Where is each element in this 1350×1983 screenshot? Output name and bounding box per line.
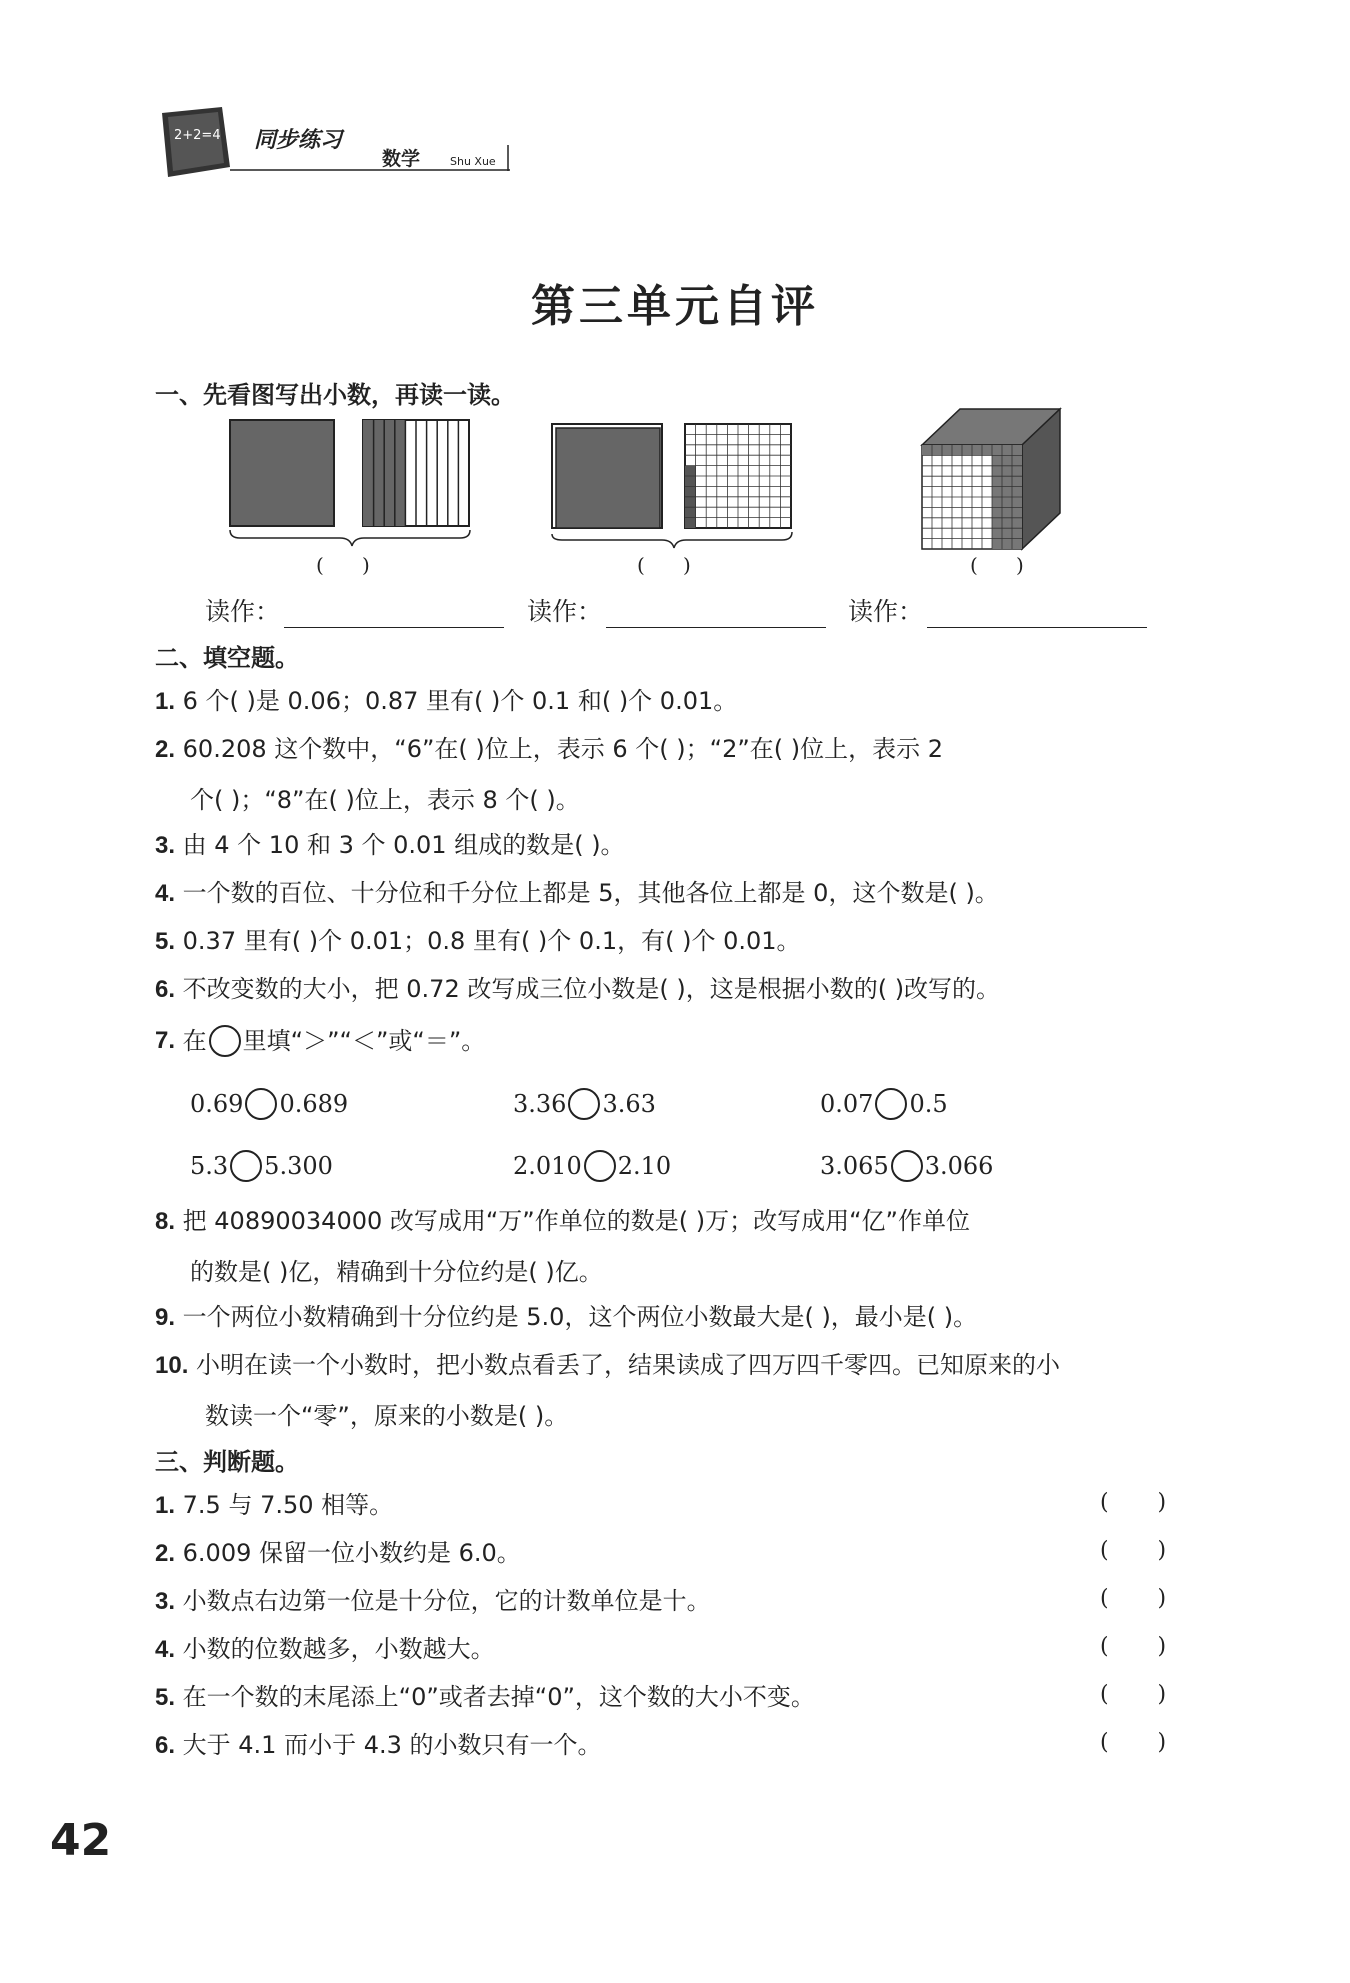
- question-text: 把 40890034000 改写成用“万”作单位的数是( )万；改写成用“亿”作单位: [182, 1207, 970, 1235]
- question-number: 6.: [155, 1732, 176, 1759]
- question-text: 7.5 与 7.50 相等。: [182, 1491, 394, 1519]
- question-number: 3.: [155, 832, 176, 859]
- fill-question-8-cont: 的数是( )亿，精确到十分位约是( )亿。: [190, 1258, 603, 1286]
- question-text: 一个数的百位、十分位和千分位上都是 5，其他各位上都是 0，这个数是( )。: [182, 879, 999, 907]
- compare-left: 5.3: [190, 1152, 229, 1180]
- judge-answer-4[interactable]: ( ): [1100, 1634, 1167, 1659]
- compare-right: 0.5: [909, 1090, 948, 1118]
- compare-item: [820, 1088, 948, 1120]
- fill-question-7: [155, 1024, 485, 1058]
- judge-question-6: [155, 1728, 602, 1763]
- figure-2-read: [527, 592, 826, 628]
- answer-circle[interactable]: [568, 1088, 600, 1120]
- fill-question-10: [155, 1348, 1060, 1383]
- read-label: 读作：: [527, 597, 603, 626]
- answer-circle[interactable]: [875, 1088, 907, 1120]
- question-number: 2.: [155, 736, 176, 763]
- figure-3-answer[interactable]: ( ): [970, 553, 1024, 577]
- figure-1-answer[interactable]: ( ): [316, 553, 370, 577]
- judge-answer-6[interactable]: ( ): [1100, 1730, 1167, 1755]
- answer-circle[interactable]: [230, 1150, 262, 1182]
- judge-question-3: [155, 1584, 711, 1619]
- figure-2: [550, 422, 800, 556]
- chalkboard-icon: [162, 107, 230, 177]
- answer-circle[interactable]: [891, 1150, 923, 1182]
- compare-right: 0.689: [279, 1090, 349, 1118]
- read-label: 读作：: [205, 597, 281, 626]
- compare-item: [513, 1150, 671, 1182]
- section-3-heading: 三、判断题。: [155, 1448, 299, 1476]
- section-2-heading: 二、填空题。: [155, 644, 299, 672]
- question-number: 4.: [155, 880, 176, 907]
- question-text-post: 里填“＞”“＜”或“＝”。: [242, 1027, 486, 1055]
- question-text: 大于 4.1 而小于 4.3 的小数只有一个。: [182, 1731, 602, 1759]
- fill-question-6: [155, 972, 1000, 1007]
- question-number: 3.: [155, 1588, 176, 1615]
- compare-item: [513, 1088, 656, 1120]
- judge-answer-3[interactable]: ( ): [1100, 1586, 1167, 1611]
- question-text: 60.208 这个数中，“6”在( )位上，表示 6 个( )；“2”在( )位上，表示 2: [182, 735, 944, 763]
- fill-question-5: [155, 924, 801, 959]
- question-text: 由 4 个 10 和 3 个 0.01 组成的数是( )。: [182, 831, 625, 859]
- read-label: 读作：: [848, 597, 924, 626]
- figure-3-read: [848, 592, 1147, 628]
- figure-3-cube: [920, 405, 1070, 559]
- compare-right: 5.300: [264, 1152, 333, 1180]
- page-number: 42: [50, 1815, 112, 1866]
- question-text: 在一个数的末尾添上“0”或者去掉“0”，这个数的大小不变。: [182, 1683, 815, 1711]
- fill-question-9: [155, 1300, 977, 1335]
- fill-question-8: [155, 1204, 970, 1239]
- compare-item: [190, 1150, 333, 1182]
- question-text: 6.009 保留一位小数约是 6.0。: [182, 1539, 521, 1567]
- compare-left: 2.010: [513, 1152, 582, 1180]
- judge-answer-2[interactable]: ( ): [1100, 1538, 1167, 1563]
- compare-circle-icon: [209, 1025, 241, 1057]
- judge-answer-1[interactable]: ( ): [1100, 1490, 1167, 1515]
- question-text: 0.37 里有( )个 0.01；0.8 里有( )个 0.1，有( )个 0.01。: [182, 927, 801, 955]
- question-text: 小数点右边第一位是十分位，它的计数单位是十。: [182, 1587, 711, 1615]
- compare-item: [820, 1150, 993, 1182]
- section-1-heading: 一、先看图写出小数，再读一读。: [155, 381, 515, 409]
- fill-question-2-cont: 个( )；“8”在( )位上，表示 8 个( )。: [190, 786, 580, 814]
- question-text: 小数的位数越多，小数越大。: [182, 1635, 495, 1663]
- page-title: 第三单元自评: [531, 281, 819, 332]
- pinyin-label: Shu Xue: [450, 155, 496, 168]
- question-text: 小明在读一个小数时，把小数点看丢了，结果读成了四万四千零四。已知原来的小: [196, 1351, 1061, 1379]
- header-logo: [160, 105, 520, 185]
- judge-answer-5[interactable]: ( ): [1100, 1682, 1167, 1707]
- question-number: 4.: [155, 1636, 176, 1663]
- question-number: 10.: [155, 1352, 189, 1379]
- question-number: 8.: [155, 1208, 176, 1235]
- question-number: 1.: [155, 1492, 176, 1519]
- judge-question-2: [155, 1536, 521, 1571]
- subject-label: 数学: [382, 148, 421, 170]
- figure-1-read: [205, 592, 504, 628]
- figure-1: [228, 418, 478, 552]
- question-text: 不改变数的大小，把 0.72 改写成三位小数是( )，这是根据小数的( )改写的。: [182, 975, 1001, 1003]
- board-text: 2+2=4: [174, 128, 221, 143]
- read-answer-line[interactable]: [606, 599, 826, 628]
- answer-circle[interactable]: [584, 1150, 616, 1182]
- fill-question-4: [155, 876, 999, 911]
- compare-left: 0.69: [190, 1090, 244, 1118]
- figure-2-answer[interactable]: ( ): [637, 553, 691, 577]
- judge-question-4: [155, 1632, 495, 1667]
- judge-question-5: [155, 1680, 815, 1715]
- fill-question-1: [155, 684, 737, 719]
- compare-left: 3.36: [513, 1090, 567, 1118]
- fill-question-3: [155, 828, 625, 863]
- read-answer-line[interactable]: [284, 599, 504, 628]
- answer-circle[interactable]: [245, 1088, 277, 1120]
- read-answer-line[interactable]: [927, 599, 1147, 628]
- compare-item: [190, 1088, 348, 1120]
- series-label: 同步练习: [254, 128, 343, 153]
- question-text: 6 个( )是 0.06；0.87 里有( )个 0.1 和( )个 0.01。: [182, 687, 738, 715]
- compare-right: 2.10: [617, 1152, 672, 1180]
- question-text: 一个两位小数精确到十分位约是 5.0，这个两位小数最大是( )，最小是( )。: [182, 1303, 978, 1331]
- question-number: 5.: [155, 1684, 176, 1711]
- compare-left: 3.065: [820, 1152, 889, 1180]
- compare-right: 3.63: [602, 1090, 656, 1118]
- question-number: 5.: [155, 928, 176, 955]
- compare-right: 3.066: [924, 1152, 994, 1180]
- judge-question-1: [155, 1488, 393, 1523]
- question-number: 1.: [155, 688, 176, 715]
- question-number: 2.: [155, 1540, 176, 1567]
- compare-left: 0.07: [820, 1090, 874, 1118]
- fill-question-2: [155, 732, 943, 767]
- question-number: 7.: [155, 1027, 176, 1054]
- question-text-pre: 在: [182, 1027, 207, 1055]
- fill-question-10-cont: 数读一个“零”，原来的小数是( )。: [205, 1402, 569, 1430]
- question-number: 6.: [155, 976, 176, 1003]
- question-number: 9.: [155, 1304, 176, 1331]
